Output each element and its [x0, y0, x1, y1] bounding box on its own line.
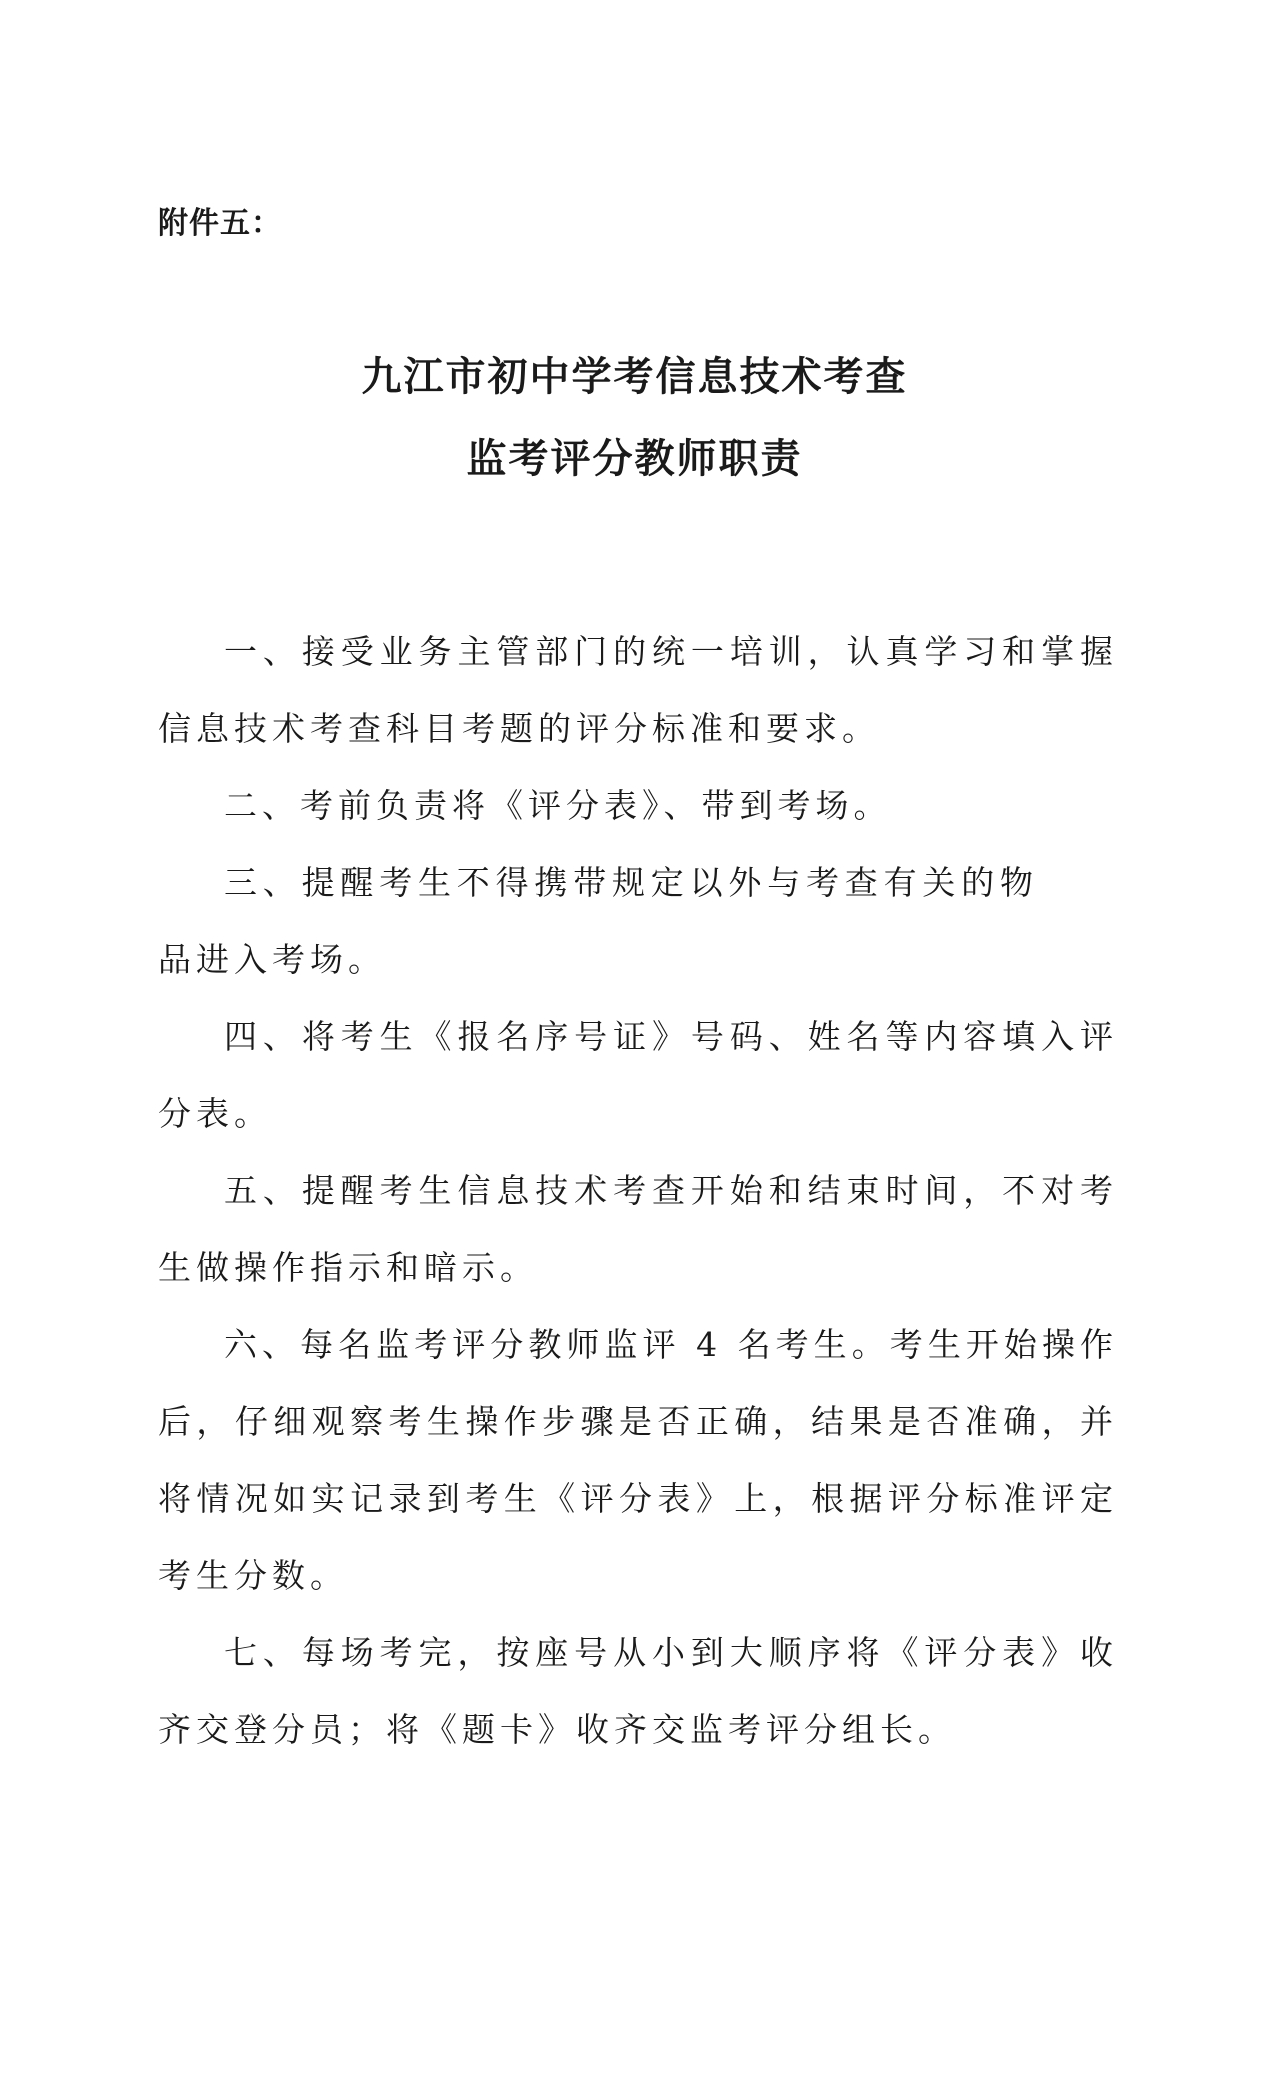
- document-title-line-2: 监考评分教师职责: [466, 436, 803, 482]
- duty-paragraph-5: 五、提醒考生信息技术考查开始和结束时间，不对考生做操作指示和暗示。: [158, 1171, 1118, 1287]
- attachment-label: 附件五：: [158, 206, 282, 241]
- duty-paragraph-3: 三、提醒考生不得携带规定以外与考查有关的物品进入考场。: [158, 863, 1038, 979]
- duty-paragraph-1: 一、接受业务主管部门的统一培训，认真学习和掌握信息技术考查科目考题的评分标准和要求。: [158, 632, 1118, 748]
- duties-list: [158, 613, 1118, 1768]
- duty-paragraph-2: 二、考前负责将《评分表》、带到考场。: [224, 786, 892, 825]
- duty-paragraph-4: 四、将考生《报名序号证》号码、姓名等内容填入评分表。: [158, 1017, 1118, 1133]
- document-title-line-1: 九江市初中学考信息技术考查: [361, 354, 908, 400]
- duty-paragraph-6: 六、每名监考评分教师监评 4 名考生。考生开始操作后，仔细观察考生操作步骤是否正确，结果是否准确，并将情况如实记录到考生《评分表》上，根据评分标准评定考生分数。: [158, 1325, 1118, 1595]
- duty-paragraph-7: 七、每场考完，按座号从小到大顺序将《评分表》收齐交登分员；将《题卡》收齐交监考评分组长。: [158, 1633, 1118, 1749]
